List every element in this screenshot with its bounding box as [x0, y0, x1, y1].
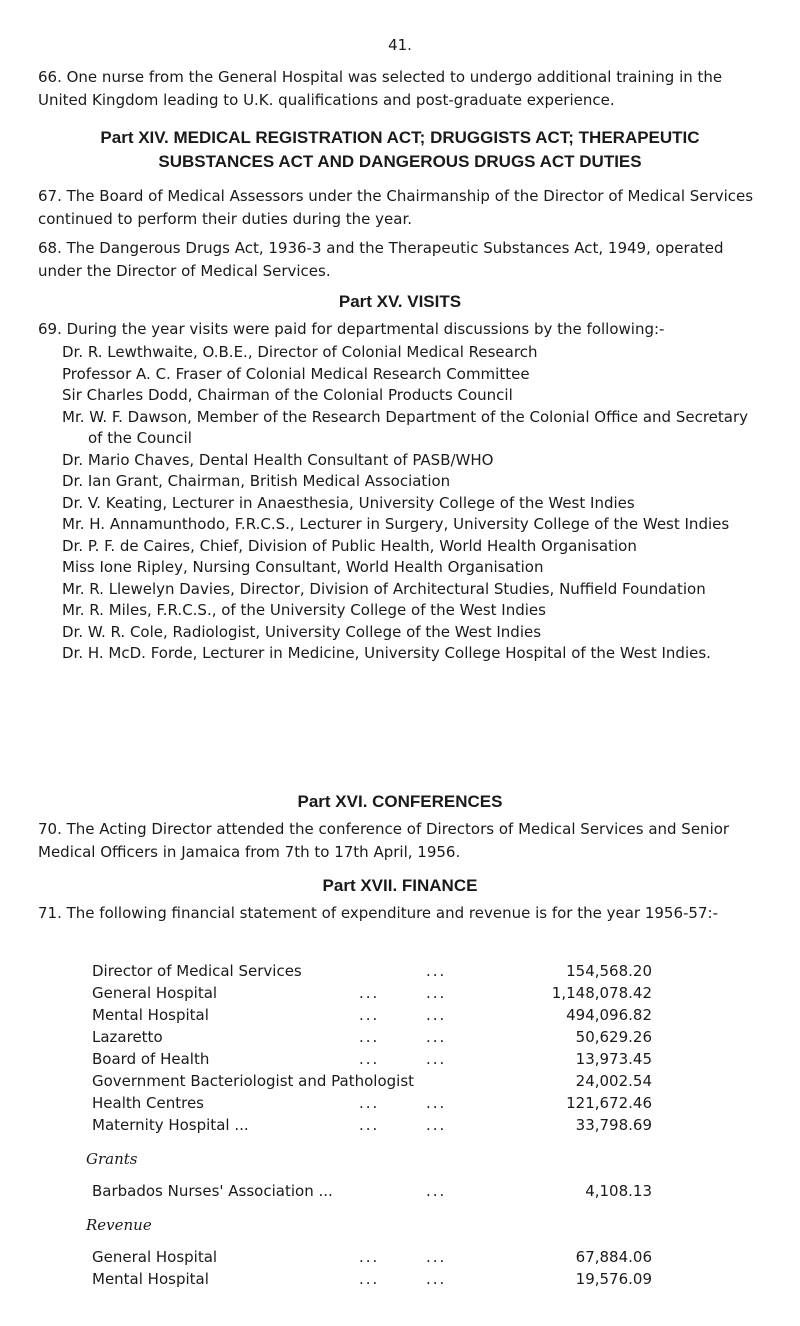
finance-row: [92, 1114, 652, 1136]
visitor-item: Miss Ione Ripley, Nursing Consultant, World Health Organisation: [62, 558, 544, 576]
visitor-list: [62, 342, 762, 665]
leader-dots: ...: [359, 1028, 380, 1046]
paragraph-67: [38, 185, 762, 231]
part-15-heading: Part XV. VISITS: [338, 292, 462, 311]
leader-dots: ...: [359, 1094, 380, 1112]
paragraph-71: [38, 902, 762, 925]
finance-label: Director of Medical Services: [92, 962, 302, 980]
paragraph-69: [38, 318, 762, 341]
part-14-heading-line-2: SUBSTANCES ACT AND DANGEROUS DRUGS ACT DUTIES: [158, 152, 642, 171]
finance-amount: 494,096.82: [566, 1006, 652, 1024]
paragraph-70-text: 70. The Acting Director attended the conference of Directors of Medical Services and Senior Medical Officers in Jamaica from 7th to 17th April, 1956.: [38, 820, 730, 861]
finance-row: [92, 1048, 652, 1070]
finance-label: Maternity Hospital ...: [92, 1116, 249, 1134]
leader-dots: ...: [426, 1182, 447, 1200]
leader-dots: ...: [426, 1248, 447, 1266]
paragraph-66-text: 66. One nurse from the General Hospital was selected to undergo additional training in the United Kingdom leading to U.K. qualifications and post-graduate experience.: [38, 68, 723, 109]
finance-label: Mental Hospital: [92, 1270, 209, 1288]
finance-amount: 33,798.69: [575, 1116, 652, 1134]
leader-dots: ...: [426, 962, 447, 980]
part-16-heading: Part XVI. CONFERENCES: [297, 792, 503, 811]
finance-amount: 1,148,078.42: [551, 984, 652, 1002]
paragraph-69-text: 69. During the year visits were paid for departmental discussions by the following:-: [38, 320, 665, 338]
paragraph-68-text: 68. The Dangerous Drugs Act, 1936-3 and the Therapeutic Substances Act, 1949, operated under the Director of Medical Services.: [38, 239, 724, 280]
visitor-item: Professor A. C. Fraser of Colonial Medical Research Committee: [62, 364, 530, 383]
finance-label: Lazaretto: [92, 1028, 163, 1046]
leader-dots: ...: [359, 984, 380, 1002]
paragraph-67-text: 67. The Board of Medical Assessors under the Chairmanship of the Director of Medical Services continued to perform their duties during the year.: [38, 187, 754, 228]
leader-dots: ...: [359, 1270, 380, 1288]
visitor-item: Sir Charles Dodd, Chairman of the Colonial Products Council: [62, 386, 513, 404]
visitor-item: Dr. H. McD. Forde, Lecturer in Medicine, University College Hospital of the West Indies.: [62, 644, 711, 662]
finance-amount: 19,576.09: [575, 1270, 652, 1288]
finance-amount: 67,884.06: [575, 1248, 652, 1266]
finance-amount: 50,629.26: [575, 1028, 652, 1046]
finance-row: [92, 1070, 652, 1092]
leader-dots: ...: [426, 1006, 447, 1024]
leader-dots: ...: [359, 1116, 380, 1134]
finance-amount: 13,973.45: [575, 1050, 652, 1068]
visitor-item: Mr. W. F. Dawson, Member of the Research Department of the Colonial Office and Secretary of the Council: [62, 407, 749, 447]
finance-row: [92, 1004, 652, 1026]
finance-row: [92, 960, 652, 982]
leader-dots: ...: [426, 1028, 447, 1046]
leader-dots: ...: [426, 1116, 447, 1134]
visitor-item: Dr. W. R. Cole, Radiologist, University College of the West Indies: [62, 622, 542, 641]
finance-row: [92, 1026, 652, 1048]
grants-heading: Grants: [86, 1150, 138, 1168]
finance-row: [92, 982, 652, 1004]
finance-label: Board of Health: [92, 1050, 210, 1068]
finance-label: General Hospital: [92, 984, 218, 1002]
finance-label: General Hospital: [92, 1248, 218, 1266]
paragraph-71-text: 71. The following financial statement of expenditure and revenue is for the year 1956-57:-: [38, 904, 718, 922]
finance-label: Health Centres: [92, 1094, 204, 1112]
leader-dots: ...: [359, 1050, 380, 1068]
leader-dots: ...: [359, 1248, 380, 1266]
leader-dots: ...: [426, 984, 447, 1002]
finance-row: [92, 1268, 652, 1290]
visitor-item: Mr. R. Llewelyn Davies, Director, Division of Architectural Studies, Nuffield Foundation: [62, 579, 706, 598]
finance-row: [92, 1092, 652, 1114]
finance-amount: 4,108.13: [585, 1182, 652, 1200]
paragraph-66: [38, 66, 762, 112]
visitor-item: Mr. R. Miles, F.R.C.S., of the University College of the West Indies: [62, 601, 546, 619]
leader-dots: ...: [426, 1094, 447, 1112]
visitor-item: Dr. P. F. de Caires, Chief, Division of Public Health, World Health Organisation: [62, 536, 637, 555]
visitor-item: Dr. R. Lewthwaite, O.B.E., Director of Colonial Medical Research: [62, 343, 538, 361]
finance-amount: 154,568.20: [566, 962, 652, 980]
finance-label: Mental Hospital: [92, 1006, 209, 1024]
leader-dots: ...: [426, 1050, 447, 1068]
page-number: 41.: [388, 36, 412, 54]
visitor-item: Mr. H. Annamunthodo, F.R.C.S., Lecturer in Surgery, University College of the West Indies: [62, 515, 730, 533]
finance-row: [92, 1180, 652, 1202]
finance-label: Government Bacteriologist and Pathologist: [92, 1072, 415, 1090]
visitor-item: Dr. Mario Chaves, Dental Health Consultant of PASB/WHO: [62, 450, 494, 469]
finance-amount: 24,002.54: [575, 1072, 652, 1090]
part-17-heading: Part XVII. FINANCE: [322, 876, 478, 895]
leader-dots: ...: [426, 1270, 447, 1288]
leader-dots: ...: [359, 1006, 380, 1024]
finance-label: Barbados Nurses' Association ...: [92, 1182, 333, 1200]
finance-statement: [86, 960, 652, 1290]
finance-amount: 121,672.46: [566, 1094, 652, 1112]
part-14-heading-line-1: Part XIV. MEDICAL REGISTRATION ACT; DRUGGISTS ACT; THERAPEUTIC: [100, 128, 700, 147]
visitor-item: Dr. V. Keating, Lecturer in Anaesthesia, University College of the West Indies: [62, 493, 635, 512]
finance-row: [92, 1246, 652, 1268]
paragraph-68: [38, 237, 762, 283]
visitor-item: Dr. Ian Grant, Chairman, British Medical Association: [62, 472, 451, 490]
revenue-heading: Revenue: [86, 1216, 152, 1234]
paragraph-70: [38, 818, 762, 864]
